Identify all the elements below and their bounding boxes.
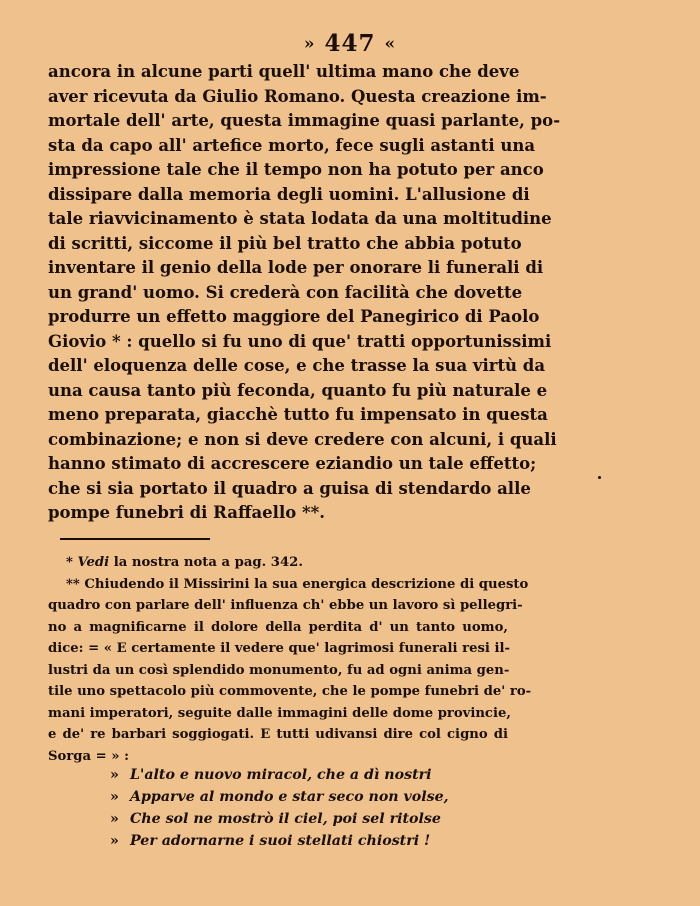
footnotes	[48, 552, 532, 767]
ink-speck	[598, 476, 601, 479]
footnote-2-line: e de' re barbari soggiogati. E tutti udivansi dire col cigno di	[48, 727, 508, 742]
text-line: inventare il genio della lode per onorare li funerali di	[48, 258, 544, 277]
footnote-2-line: lustri da un così splendido monumento, fu ad ogni anima gen-	[48, 662, 510, 678]
verse-quote-mark: »	[110, 767, 119, 783]
text-line: di scritti, siccome il più bel tratto che abbia potuto	[48, 233, 522, 253]
text-line: aver ricevuta da Giulio Romano. Questa creazione im-	[48, 86, 547, 106]
footnote-2-line: ** Chiudendo il Missirini la sua energica descrizione di questo	[66, 576, 529, 592]
text-line: hanno stimato di accrescere eziandio un tale effetto;	[48, 454, 537, 473]
text-line: dissipare dalla memoria degli uomini. L'allusione di	[48, 184, 530, 204]
verse-text: Per adornarne i suoi stellati chiostri !	[130, 833, 431, 849]
text-line: una causa tanto più feconda, quanto fu più naturale e	[48, 380, 548, 400]
ornament-left: »	[303, 34, 316, 54]
text-line: tale riavvicinamento è stata lodata da una moltitudine	[48, 209, 552, 228]
text-line: produrre un effetto maggiore del Panegirico di Paolo	[48, 307, 540, 326]
text-line: che si sia portato il quadro a guisa di stendardo alle	[48, 478, 531, 498]
text-line: impressione tale che il tempo non ha potuto per anco	[48, 160, 544, 179]
ornament-right: «	[384, 34, 397, 54]
footnote-1-marker: *	[66, 555, 73, 570]
page-number-value: 447	[324, 30, 376, 57]
footnote-2-line: dice: = « E certamente il vedere que' lagrimosi funerali resi il-	[48, 641, 510, 656]
text-line: ancora in alcune parti quell' ultima mano che deve	[48, 62, 520, 81]
text-line: meno preparata, giacchè tutto fu impensato in questa	[48, 405, 548, 424]
text-line: un grand' uomo. Si crederà con facilità che dovette	[48, 282, 523, 302]
verse-quote-mark: »	[110, 789, 119, 805]
main-text	[48, 60, 561, 526]
verse-text: Apparve al mondo e star seco non volse,	[130, 789, 449, 805]
verse-quotation	[110, 764, 510, 852]
verse-text: Che sol ne mostrò il ciel, poi sel ritolse	[130, 811, 441, 827]
text-line: Giovio * : quello si fu uno di que' tratti opportunissimi	[48, 331, 552, 351]
text-line: combinazione; e non si deve credere con alcuni, i quali	[48, 429, 557, 449]
text-line: sta da capo all' artefice morto, fece sugli astanti una	[48, 135, 536, 155]
verse-line	[110, 764, 510, 786]
verse-quote-mark: »	[110, 811, 119, 827]
verse-line	[110, 830, 510, 852]
verse-line	[110, 808, 510, 830]
footnote-1	[48, 552, 508, 574]
footnote-1-text: la nostra nota a pag. 342.	[109, 555, 303, 570]
footnote-2-line: no a magnificarne il dolore della perdita d' un tanto uomo,	[48, 619, 508, 635]
text-line: dell' eloquenza delle cose, e che trasse la sua virtù da	[48, 356, 546, 375]
verse-line	[110, 786, 510, 808]
footnote-2-line: mani imperatori, seguite dalle immagini delle dome provincie,	[48, 705, 511, 721]
verse-text: L'alto e nuovo miracol, che a dì nostri	[130, 767, 432, 783]
page-number	[0, 30, 700, 57]
footnote-2-line: Sorga = » :	[48, 748, 129, 764]
text-line: mortale dell' arte, questa immagine quasi parlante, po-	[48, 111, 561, 130]
footnote-2-line: tile uno spettacolo più commovente, che le pompe funebri de' ro-	[48, 684, 532, 699]
footnote-separator	[60, 538, 210, 540]
text-line: pompe funebri di Raffaello **.	[48, 503, 325, 522]
verse-quote-mark: »	[110, 833, 119, 849]
footnote-1-italic: Vedi	[77, 555, 110, 570]
footnote-2-line: quadro con parlare dell' influenza ch' ebbe un lavoro sì pellegri-	[48, 598, 523, 613]
